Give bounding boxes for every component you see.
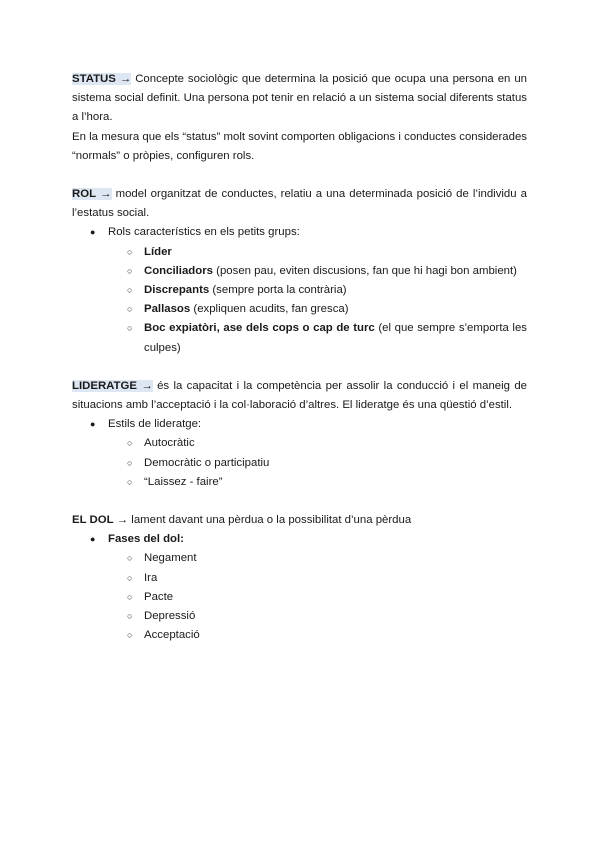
lideratge-list-heading: Estils de lideratge: xyxy=(108,418,202,431)
bullet-hollow-icon: ○ xyxy=(127,611,133,622)
rol-definition-text: model organitzat de conductes, relatiu a una determinada posició de l’individu a l’estatus social. xyxy=(72,188,527,220)
status-definition-text: Concepte sociològic que determina la posició que ocupa una persona en un sistema social definit. Una persona pot tenir en relació a un sistema social diferents status a l’hora. xyxy=(72,73,528,124)
dol-item: Ira xyxy=(144,571,158,584)
list-item xyxy=(72,243,527,262)
rol-list-heading: Rols característics en els petits grups: xyxy=(108,226,300,239)
list-item xyxy=(72,607,527,626)
status-paragraph-2: En la mesura que els “status” molt sovint comporten obligacions i conductes considerades “normals” o pròpies, configuren rols. xyxy=(72,130,527,162)
section-status xyxy=(72,70,527,166)
rol-item-rest: (sempre porta la contrària) xyxy=(209,284,347,297)
status-term: STATUS xyxy=(72,73,116,85)
dol-list-heading: Fases del dol: xyxy=(108,533,184,546)
rol-item-bold: Pallasos xyxy=(144,303,191,316)
bullet-hollow-icon: ○ xyxy=(127,323,133,334)
dol-item: Negament xyxy=(144,552,197,565)
dol-term: EL DOL xyxy=(72,514,114,527)
list-item xyxy=(72,530,527,645)
bullet-hollow-icon: ○ xyxy=(127,285,133,296)
list-item xyxy=(72,281,527,300)
lideratge-list xyxy=(72,415,527,492)
list-item xyxy=(72,319,527,357)
dol-definition-text: lament davant una pèrdua o la possibilitat d’una pèrdua xyxy=(128,514,412,527)
section-dol xyxy=(72,511,527,645)
lideratge-item: Autocràtic xyxy=(144,437,195,450)
dol-sublist xyxy=(72,549,527,645)
list-item xyxy=(72,588,527,607)
rol-item-bold: Líder xyxy=(144,245,172,258)
bullet-hollow-icon: ○ xyxy=(127,553,133,564)
arrow-icon: → xyxy=(141,379,153,392)
rol-definition xyxy=(72,185,527,223)
list-item xyxy=(72,223,527,357)
bullet-hollow-icon: ○ xyxy=(127,591,133,602)
bullet-hollow-icon: ○ xyxy=(127,630,133,641)
list-item xyxy=(72,626,527,645)
dol-definition xyxy=(72,511,527,530)
bullet-hollow-icon: ○ xyxy=(127,476,133,487)
lideratge-sublist xyxy=(72,434,527,492)
bullet-hollow-icon: ○ xyxy=(127,457,133,468)
bullet-filled-icon: ● xyxy=(90,227,96,238)
lideratge-item: Democràtic o participatiu xyxy=(144,456,270,469)
status-definition xyxy=(72,70,527,128)
lideratge-term: LIDERATGE xyxy=(72,379,137,392)
list-item xyxy=(72,300,527,319)
rol-list xyxy=(72,223,527,357)
lideratge-definition xyxy=(72,377,527,415)
section-rol xyxy=(72,185,527,358)
list-item xyxy=(72,262,527,281)
arrow-icon: → xyxy=(116,514,129,527)
list-item xyxy=(72,549,527,568)
list-item xyxy=(72,454,527,473)
rol-item-rest: (expliquen acudits, fan gresca) xyxy=(190,303,349,316)
lideratge-definition-text: és la capacitat i la competència per assolir la conducció i el maneig de situacions amb l’acceptació i la col·laboració d’altres. El lideratge és una qüestió d’estil. xyxy=(72,379,528,412)
bullet-filled-icon: ● xyxy=(90,534,96,545)
lideratge-item: “Laissez - faire” xyxy=(144,475,223,488)
bullet-hollow-icon: ○ xyxy=(127,265,133,276)
list-item xyxy=(72,473,527,492)
bullet-hollow-icon: ○ xyxy=(127,246,133,257)
bullet-filled-icon: ● xyxy=(90,419,96,430)
document-page xyxy=(72,70,527,664)
list-item xyxy=(72,434,527,453)
dol-item: Acceptació xyxy=(144,629,200,642)
rol-item-rest: (posen pau, eviten discusions, fan que hi hagi bon ambient) xyxy=(213,264,517,277)
bullet-hollow-icon: ○ xyxy=(127,572,133,583)
rol-sublist xyxy=(72,243,527,358)
dol-item: Pacte xyxy=(144,590,174,603)
section-lideratge xyxy=(72,377,527,492)
list-item xyxy=(72,415,527,492)
rol-item-bold: Boc expiatòri, ase dels cops o cap de turc xyxy=(144,322,375,335)
rol-item-bold: Discrepants xyxy=(144,284,210,297)
dol-list xyxy=(72,530,527,645)
arrow-icon: → xyxy=(100,188,112,201)
bullet-hollow-icon: ○ xyxy=(127,304,133,315)
dol-item: Depressió xyxy=(144,610,196,623)
bullet-hollow-icon: ○ xyxy=(127,438,133,449)
rol-term: ROL xyxy=(72,188,97,201)
arrow-icon: → xyxy=(119,73,132,85)
rol-item-rest: (el que sempre s’emporta les culpes) xyxy=(144,322,527,354)
list-item xyxy=(72,569,527,588)
rol-item-bold: Conciliadors xyxy=(144,264,213,277)
